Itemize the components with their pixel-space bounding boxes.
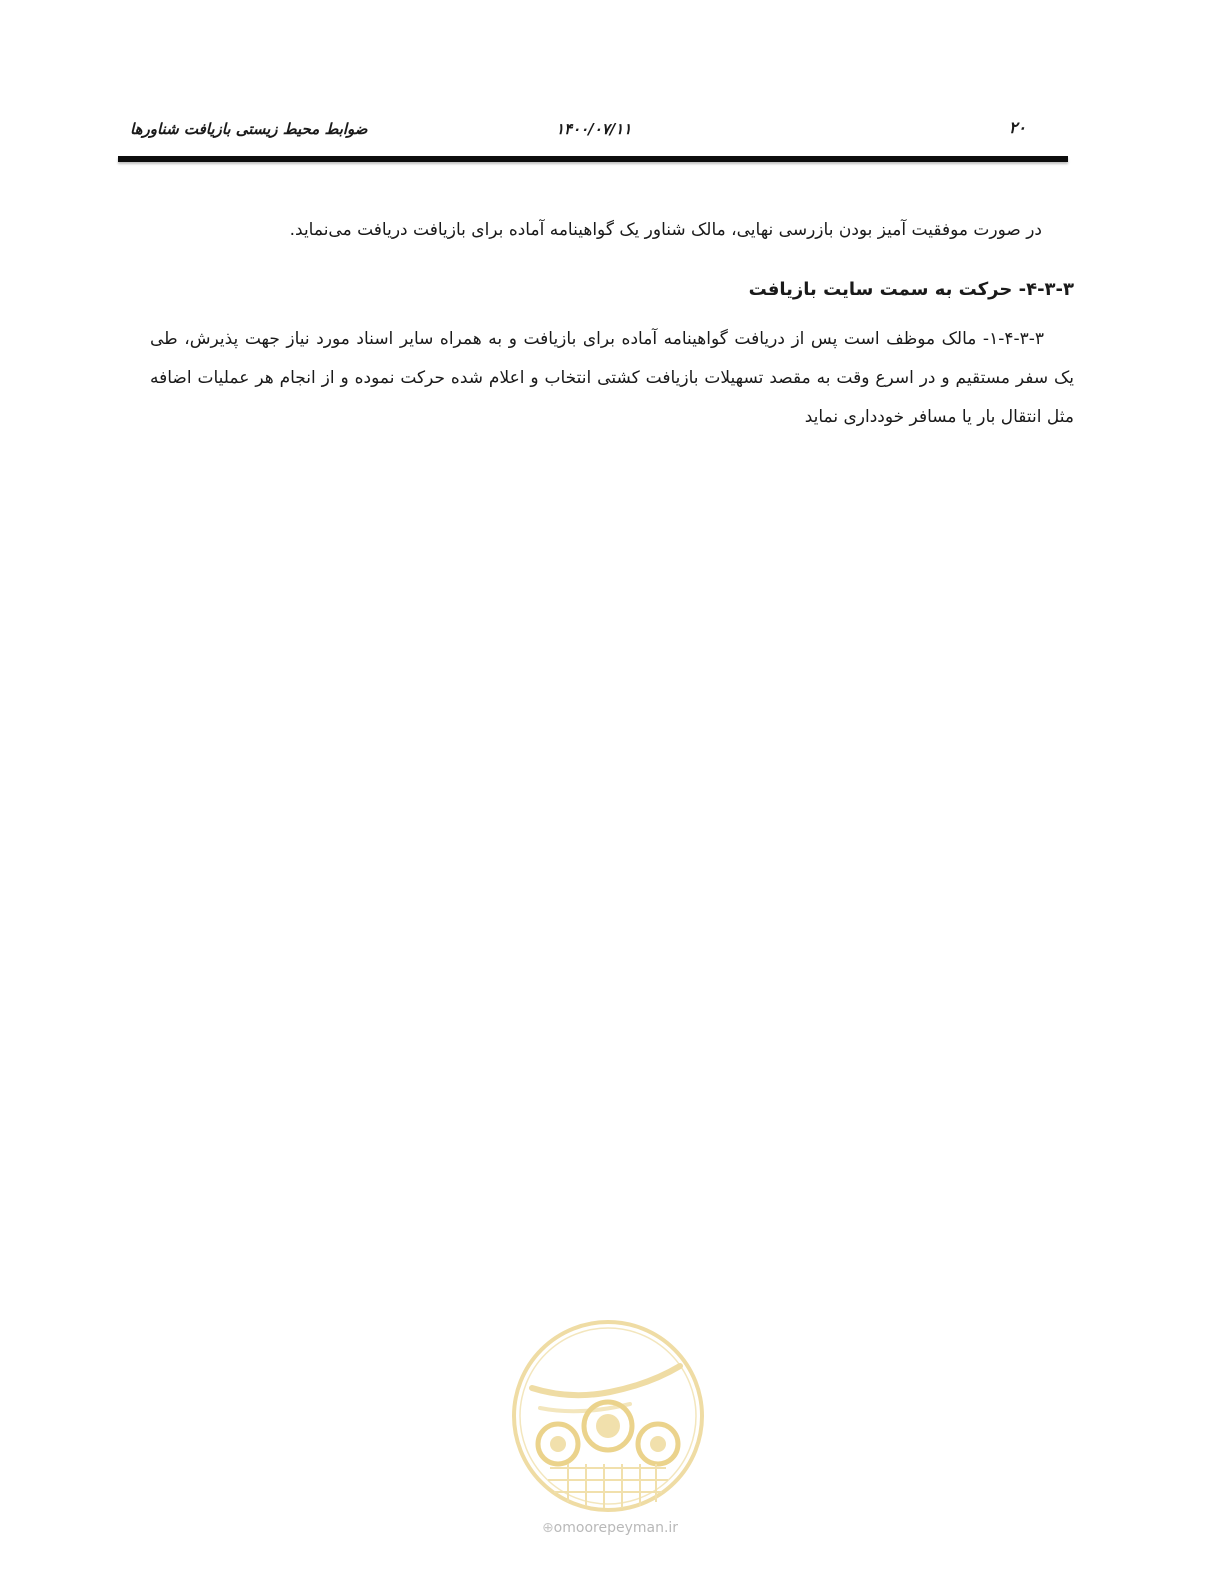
header-rule bbox=[118, 156, 1068, 162]
page-header bbox=[118, 112, 1068, 148]
intro-paragraph: در صورت موفقیت آمیز بودن بازرسی نهایی، مالک شناور یک گواهینامه آماده برای بازیافت دریافت می‌نماید. bbox=[289, 220, 1042, 240]
watermark-url: omoorepeyman.ir bbox=[553, 1520, 679, 1536]
watermark-logo bbox=[510, 1318, 706, 1514]
watermark-site bbox=[520, 1520, 700, 1536]
section-heading: ۴-۳-۳- حرکت به سمت سایت بازیافت bbox=[748, 279, 1074, 300]
header-title: ضوابط محیط زیستی بازیافت شناورها bbox=[130, 120, 368, 138]
header-date: ۱۴۰۰/۰۷/۱۱ bbox=[556, 120, 632, 138]
body-paragraph: ۱-۴-۳-۳- مالک موظف است پس از دریافت گواهینامه آماده برای بازیافت و به همراه سایر اسناد مورد نیاز جهت پذیرش، طی یک سفر مستقیم و در اسرع وقت به مقصد تسهیلات بازیافت کشتی انتخاب و اعلام شده حرکت نموده و از انجام هر عملیات اضافه مثل انتقال بار یا مسافر خودداری نماید bbox=[150, 329, 1074, 427]
document-body bbox=[150, 212, 1074, 437]
page-number: ۲۰ bbox=[1008, 118, 1026, 137]
globe-icon: ⊕ bbox=[541, 1520, 554, 1536]
